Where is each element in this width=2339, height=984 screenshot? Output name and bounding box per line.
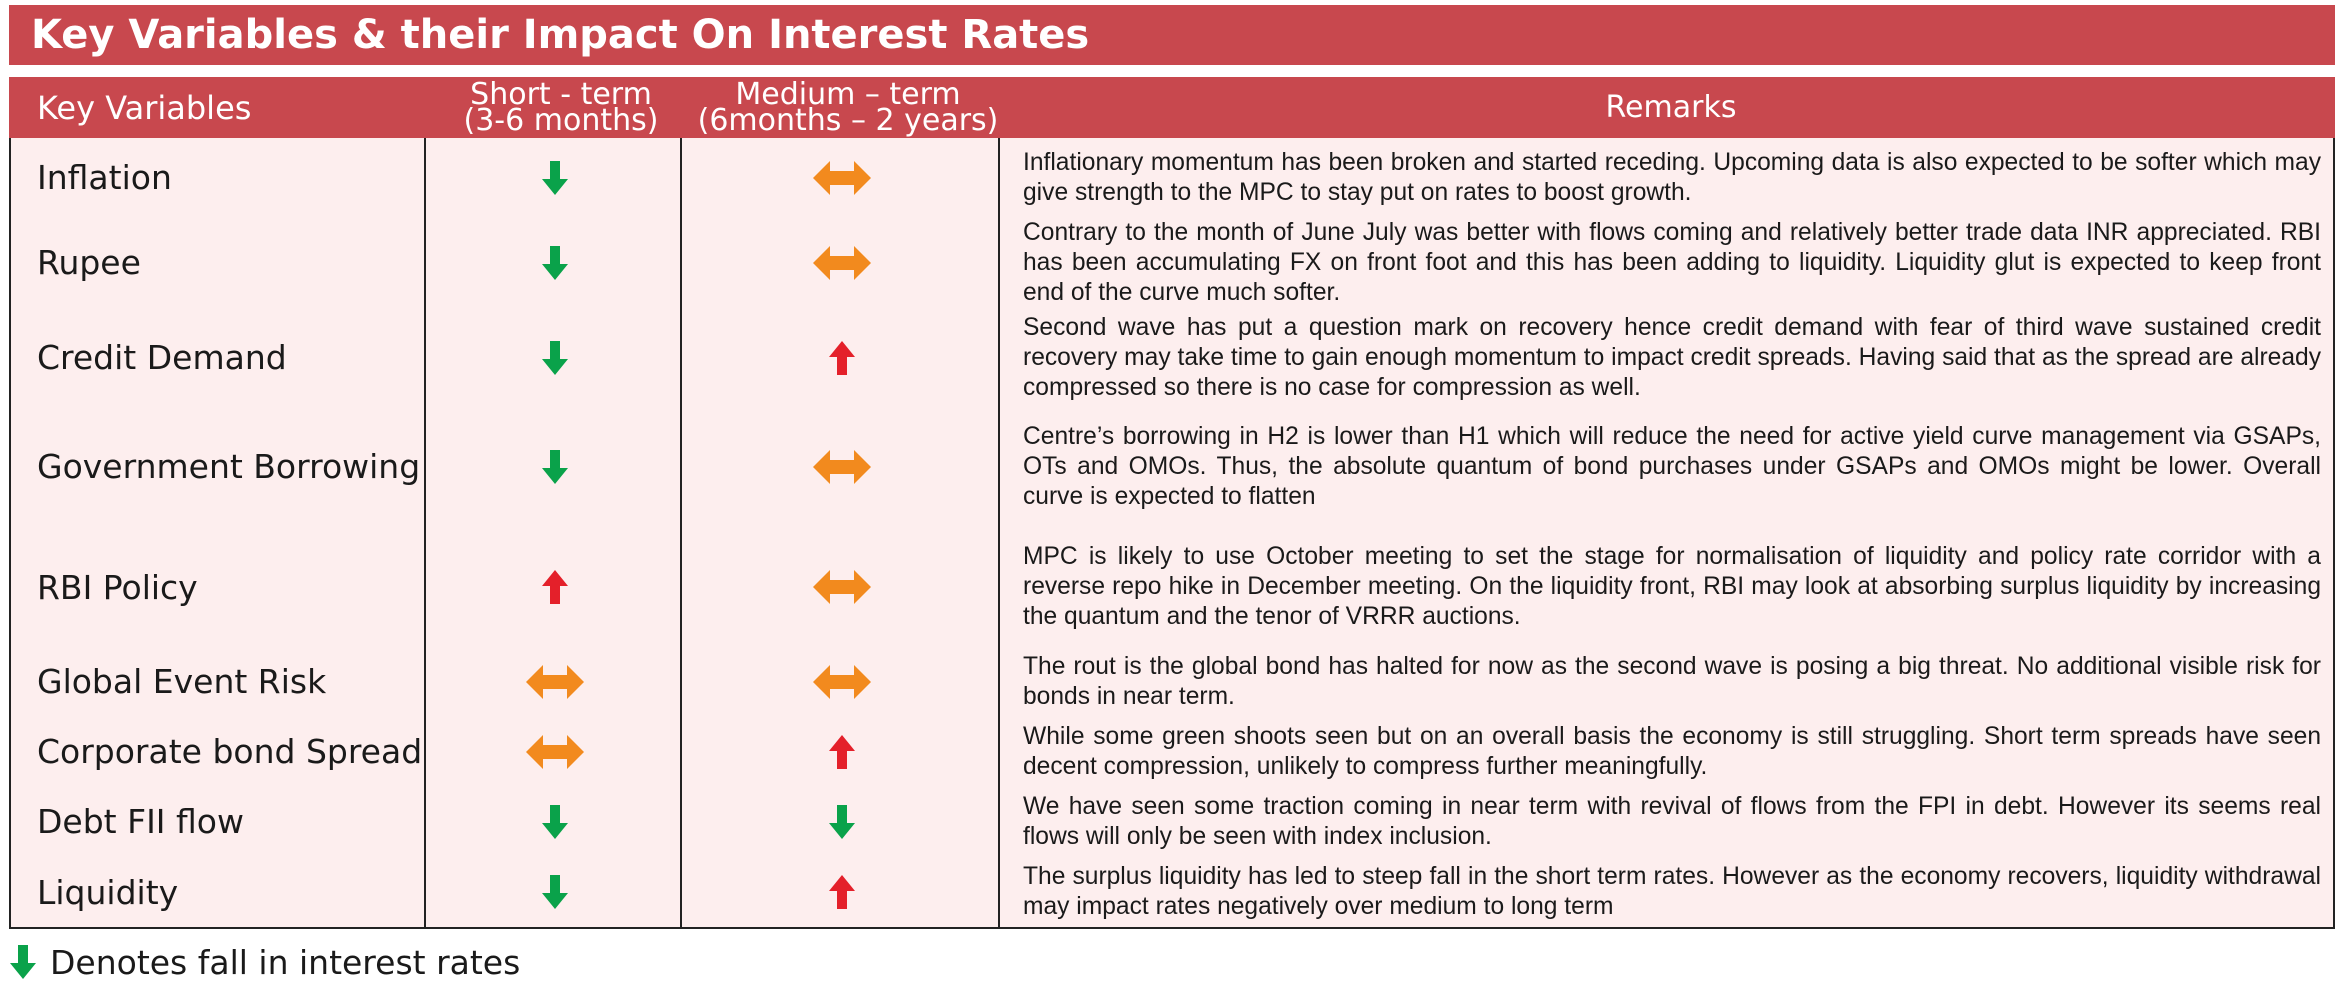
table-row — [11, 140, 2333, 215]
table-row — [11, 646, 2333, 717]
short-term-cell — [428, 405, 682, 528]
variables-table — [9, 77, 2335, 929]
variable-name: Credit Demand — [37, 338, 287, 377]
table-row — [11, 215, 2333, 310]
remark-text — [1023, 786, 2321, 857]
remark-text — [1023, 310, 2321, 405]
remark-text-content: We have seen some traction coming in near term with revival of flows from the FPI in debt. However its seems real flows will only be seen with index inclusion. — [1023, 792, 2321, 850]
header-medium-term-line2: (6months – 2 years) — [697, 102, 999, 138]
short-term-cell — [428, 215, 682, 310]
legend-text: Denotes fall in interest rates — [50, 942, 521, 982]
up-arrow-icon — [542, 570, 568, 604]
table-row — [11, 857, 2333, 927]
medium-term-cell — [684, 405, 1000, 528]
down-arrow-icon — [10, 945, 36, 979]
header-remarks-label: Remarks — [1605, 89, 1737, 125]
variable-name: Liquidity — [37, 872, 179, 912]
remark-text-content: While some green shoots seen but on an overall basis the economy is still struggling. Short term spreads have seen decent compression, unlikely to compress further meaningfully. — [1023, 722, 2321, 780]
remark-text-content: The surplus liquidity has led to steep fall in the short term rates. However as the economy recovers, liquidity withdrawal may impact rates negatively over medium to long term — [1023, 863, 2321, 920]
header-short-term-line2: (3-6 months) — [463, 102, 659, 138]
table-row — [11, 528, 2333, 646]
short-term-cell — [428, 857, 682, 927]
variable-name: Debt FII flow — [37, 802, 244, 841]
remark-text — [1023, 140, 2321, 215]
short-term-cell — [428, 646, 682, 717]
short-term-cell — [428, 786, 682, 857]
table-row — [11, 717, 2333, 786]
variable-name: Global Event Risk — [37, 662, 327, 701]
medium-term-cell — [684, 140, 1000, 215]
header-key-variables-label: Key Variables — [37, 88, 252, 127]
variable-name: RBI Policy — [37, 567, 198, 607]
down-arrow-icon — [542, 450, 568, 484]
double-arrow-icon — [813, 246, 871, 280]
remark-text — [1023, 857, 2321, 927]
short-term-cell — [428, 717, 682, 786]
medium-term-cell — [684, 528, 1000, 646]
medium-term-cell — [684, 215, 1000, 310]
medium-term-cell — [684, 857, 1000, 927]
legend — [10, 940, 520, 984]
remark-text-content: Centre’s borrowing in H2 is lower than H1 which will reduce the need for active yield curve management via GSAPs, OTs and OMOs. Thus, the absolute quantum of bond purchases under GSAPs and OMOs might be lower. Overall curve is expected to flatten — [1023, 422, 2321, 510]
medium-term-cell — [684, 786, 1000, 857]
medium-term-cell — [684, 310, 1000, 405]
down-arrow-icon — [829, 805, 855, 839]
double-arrow-icon — [526, 665, 584, 699]
header-medium-term-line1: Medium – term — [735, 76, 961, 112]
variable-name: Government Borrowing — [37, 447, 421, 486]
medium-term-cell — [684, 646, 1000, 717]
remark-text-content: MPC is likely to use October meeting to set the stage for normalisation of liquidity and policy rate corridor with a reverse repo hike in December meeting. On the liquidity front, RBI may look at absorbing surplus liquidity by increasing the quantum and the tenor of VRRR auctions. — [1023, 543, 2321, 630]
remark-text — [1023, 717, 2321, 786]
header-medium-term — [689, 77, 1007, 138]
header-short-term-line1: Short - term — [470, 76, 652, 112]
double-arrow-icon — [813, 450, 871, 484]
medium-term-cell — [684, 717, 1000, 786]
remark-text — [1023, 215, 2321, 310]
header-remarks — [1007, 77, 2335, 138]
remark-text-content: Contrary to the month of June July was better with flows coming and relatively better trade data INR appreciated. RBI has been accumulating FX on front foot and this has been adding to liquidity. Liquidity glut is expected to keep front end of the curve much softer. — [1023, 218, 2321, 306]
header-short-term — [433, 77, 689, 138]
variable-name: Corporate bond Spread — [37, 732, 423, 771]
down-arrow-icon — [542, 875, 568, 909]
up-arrow-icon — [829, 341, 855, 375]
remark-text — [1023, 646, 2321, 717]
variable-name: Inflation — [37, 158, 172, 197]
table-row — [11, 786, 2333, 857]
short-term-cell — [428, 528, 682, 646]
down-arrow-icon — [542, 246, 568, 280]
table-header — [9, 77, 2335, 138]
down-arrow-icon — [542, 341, 568, 375]
table-row — [11, 405, 2333, 528]
variable-name: Rupee — [37, 243, 141, 282]
double-arrow-icon — [813, 161, 871, 195]
page-title: Key Variables & their Impact On Interest Rates — [9, 5, 2335, 65]
short-term-cell — [428, 310, 682, 405]
double-arrow-icon — [813, 570, 871, 604]
double-arrow-icon — [813, 665, 871, 699]
remark-text-content: Inflationary momentum has been broken and started receding. Upcoming data is also expected to be softer which may give strength to the MPC to stay put on rates to boost growth. — [1023, 148, 2321, 206]
remark-text-content: The rout is the global bond has halted for now as the second wave is posing a big threat. No additional visible risk for bonds in near term. — [1023, 652, 2321, 710]
remark-text — [1023, 528, 2321, 646]
header-key-variables — [9, 77, 433, 138]
up-arrow-icon — [829, 875, 855, 909]
remark-text-content: Second wave has put a question mark on recovery hence credit demand with fear of third wave sustained credit recovery may take time to gain enough momentum to impact credit spreads. Having said that as the spread are already compressed so there is no case for compression as well. — [1023, 313, 2321, 401]
table-row — [11, 310, 2333, 405]
remark-text — [1023, 405, 2321, 528]
short-term-cell — [428, 140, 682, 215]
double-arrow-icon — [526, 735, 584, 769]
up-arrow-icon — [829, 735, 855, 769]
down-arrow-icon — [542, 805, 568, 839]
down-arrow-icon — [542, 161, 568, 195]
